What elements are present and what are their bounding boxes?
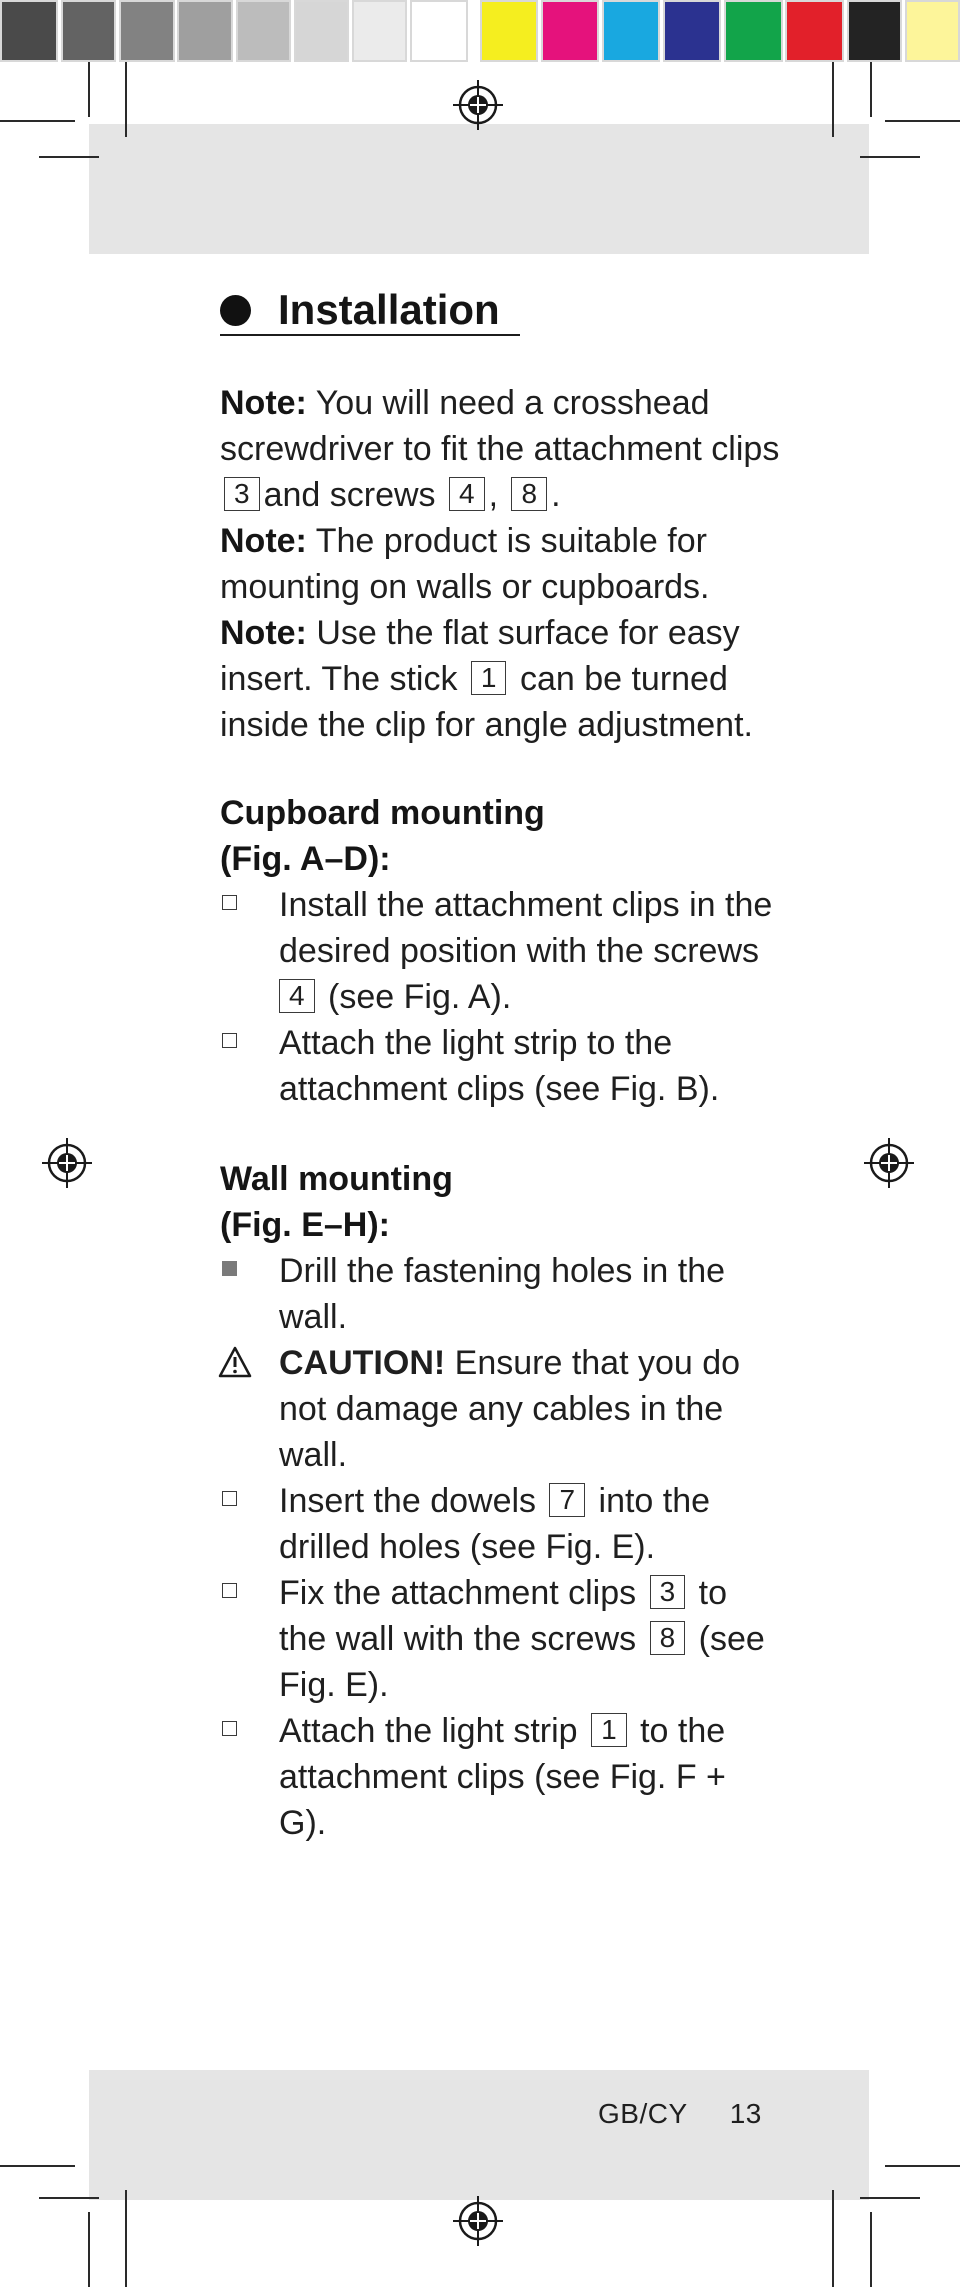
color-swatch (177, 0, 232, 62)
color-swatch (0, 0, 58, 62)
color-swatch (541, 0, 599, 62)
checkbox-square-icon (222, 1721, 237, 1736)
checkbox-square-icon (222, 1491, 237, 1506)
color-swatch (602, 0, 660, 62)
registration-mark-icon (864, 1138, 914, 1188)
warning-triangle-icon (218, 1346, 252, 1378)
note-label: Note: (220, 522, 307, 560)
crop-mark (870, 62, 872, 117)
registration-mark-icon (453, 2196, 503, 2246)
part-number-badge: 1 (591, 1713, 627, 1747)
part-number-badge: 3 (650, 1575, 686, 1609)
color-swatch (294, 0, 349, 62)
registration-mark-icon (453, 80, 503, 130)
bullet-dot-icon (220, 295, 251, 326)
part-number-badge: 8 (650, 1621, 686, 1655)
color-swatch (61, 0, 116, 62)
crop-mark (870, 2212, 872, 2287)
part-number-badge: 8 (511, 477, 547, 511)
note-1: Note: You will need a crosshead screwdriver to fit the attachment clips 3 and screws 4 , 8 . (220, 384, 780, 514)
crop-mark (832, 62, 834, 137)
page-footer (598, 2098, 762, 2130)
part-number-badge: 4 (449, 477, 485, 511)
crop-mark (885, 120, 960, 122)
color-calibration-bar (0, 0, 960, 62)
header-band (89, 124, 869, 254)
cupboard-heading: Cupboard mounting (220, 794, 545, 832)
wall-heading: Wall mounting (220, 1160, 453, 1198)
checkbox-square-icon (222, 1583, 237, 1598)
color-swatch (847, 0, 902, 62)
checkbox-square-icon (222, 895, 237, 910)
crop-mark (832, 2190, 834, 2287)
region-label: GB/CY (598, 2098, 688, 2129)
color-swatch (905, 0, 960, 62)
note-label: Note: (220, 384, 307, 422)
note-2: Note: The product is suitable for mounting on walls or cupboards. (220, 522, 710, 606)
caution-label: CAUTION! (279, 1344, 446, 1382)
list-item: Fix the attachment clips 3 to the wall with the screws 8 (see Fig. E). (220, 1570, 780, 1708)
caution-item: CAUTION! Ensure that you do not damage any cables in the wall. (220, 1340, 780, 1478)
crop-mark (0, 2165, 75, 2167)
crop-mark (39, 156, 99, 158)
part-number-badge: 4 (279, 979, 315, 1013)
crop-mark (88, 2212, 90, 2287)
section-title-text: Installation (278, 286, 500, 333)
color-swatch (724, 0, 782, 62)
color-swatch (663, 0, 721, 62)
section-title (220, 282, 500, 338)
footer-band (89, 2070, 869, 2200)
color-swatch (352, 0, 407, 62)
note-label: Note: (220, 614, 307, 652)
notes-block (220, 380, 780, 748)
list-item: Install the attachment clips in the desired position with the screws 4 (see Fig. A). (220, 882, 780, 1020)
color-swatch (785, 0, 843, 62)
crop-mark (0, 120, 75, 122)
color-swatch (480, 0, 538, 62)
crop-mark (885, 2165, 960, 2167)
crop-mark (125, 2190, 127, 2287)
crop-mark (860, 2197, 920, 2199)
part-number-badge: 3 (224, 477, 260, 511)
part-number-badge: 1 (471, 661, 507, 695)
list-item-drill: Drill the fastening holes in the wall. (220, 1248, 780, 1340)
filled-square-icon (222, 1261, 237, 1276)
page-number: 13 (729, 2098, 762, 2129)
cupboard-mounting-section (220, 790, 780, 1112)
crop-mark (39, 2197, 99, 2199)
color-swatch (410, 0, 468, 62)
part-number-badge: 7 (549, 1483, 585, 1517)
checkbox-square-icon (222, 1033, 237, 1048)
crop-mark (125, 62, 127, 137)
wall-heading-figs: (Fig. E–H): (220, 1206, 390, 1244)
title-underline (220, 334, 520, 336)
list-item: Attach the light strip to the attachment clips (see Fig. B). (220, 1020, 780, 1112)
list-item: Attach the light strip 1 to the attachment clips (see Fig. F + G). (220, 1708, 780, 1846)
crop-mark (88, 62, 90, 117)
color-swatch (236, 0, 291, 62)
cupboard-heading-figs: (Fig. A–D): (220, 840, 391, 878)
registration-mark-icon (42, 1138, 92, 1188)
color-swatch (119, 0, 174, 62)
wall-mounting-section (220, 1156, 780, 1846)
crop-mark (860, 156, 920, 158)
list-item: Insert the dowels 7 into the drilled holes (see Fig. E). (220, 1478, 780, 1570)
note-3: Note: Use the flat surface for easy insert. The stick 1 can be turned inside the clip for angle adjustment. (220, 614, 753, 744)
